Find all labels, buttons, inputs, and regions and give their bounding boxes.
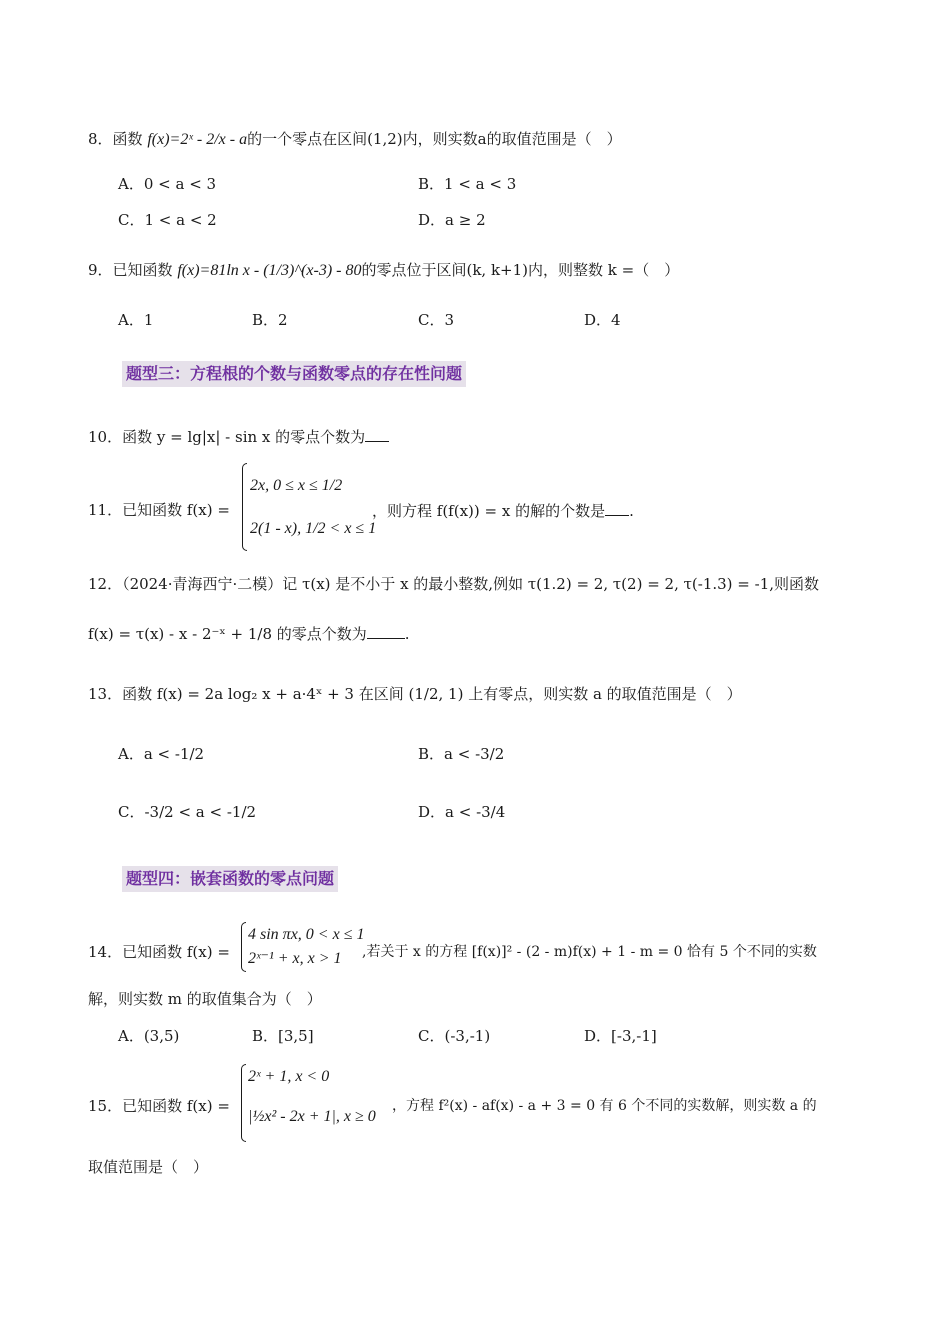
punctuation: . bbox=[629, 502, 634, 520]
question-text: 函数 y = lg|x| - sin x 的零点个数为 bbox=[122, 428, 366, 446]
question-14 bbox=[88, 941, 230, 963]
question-number: 9． bbox=[88, 261, 113, 279]
option-c: C．3 bbox=[418, 311, 455, 329]
punctuation: . bbox=[404, 625, 410, 643]
brace-icon bbox=[242, 463, 247, 551]
option-d: D．a < -3/4 bbox=[418, 803, 506, 821]
option-b: B．2 bbox=[252, 311, 288, 329]
question-15-line-2: 取值范围是（ ） bbox=[88, 1158, 209, 1176]
question-number: 10． bbox=[88, 428, 123, 446]
question-text: 已知函数 f(x) = bbox=[122, 1097, 230, 1115]
brace-icon bbox=[241, 922, 246, 972]
question-text: 函数 bbox=[112, 130, 143, 148]
piecewise-case-1: 2ˣ + 1, x < 0 bbox=[248, 1068, 330, 1085]
question-number: 14． bbox=[88, 943, 123, 961]
formula: f(x)=81ln x - (1/3)^(x-3) - 80 bbox=[177, 262, 362, 279]
answer-blank bbox=[367, 622, 405, 639]
question-text: ，则方程 f(f(x)) = x 的解的个数是 bbox=[372, 502, 606, 520]
question-8 bbox=[88, 128, 622, 151]
question-text: 的一个零点在区间(1,2)内，则实数a的取值范围是（ ） bbox=[247, 130, 622, 148]
option-a: A．1 bbox=[118, 311, 154, 329]
question-10 bbox=[88, 425, 389, 448]
question-text: 已知函数 bbox=[112, 261, 173, 279]
piecewise-case-2: |½x² - 2x + 1|, x ≥ 0 bbox=[248, 1108, 376, 1125]
question-number: 13． bbox=[88, 685, 123, 703]
question-12-line-2 bbox=[88, 622, 410, 645]
option-c: C．-3/2 < a < -1/2 bbox=[118, 803, 257, 821]
formula: f(x)=2ˣ - 2/x - a bbox=[147, 131, 248, 148]
option-c: C．1 < a < 2 bbox=[118, 211, 217, 229]
option-b: B．[3,5] bbox=[252, 1027, 314, 1045]
brace-icon bbox=[241, 1064, 246, 1142]
question-number: 11． bbox=[88, 501, 123, 519]
piecewise-case-2: 2(1 - x), 1/2 < x ≤ 1 bbox=[250, 520, 377, 537]
section-heading-4: 题型四：嵌套函数的零点问题 bbox=[122, 866, 338, 892]
question-text: 的零点位于区间(k, k+1)内，则整数 k =（ ） bbox=[361, 261, 680, 279]
answer-blank bbox=[365, 425, 389, 442]
piecewise-case-1: 2x, 0 ≤ x ≤ 1/2 bbox=[250, 477, 343, 494]
option-a: A．0 < a < 3 bbox=[118, 175, 217, 193]
question-text: 已知函数 f(x) = bbox=[122, 943, 230, 961]
option-d: D．4 bbox=[584, 311, 621, 329]
question-11-continuation bbox=[372, 499, 634, 522]
question-12 bbox=[88, 573, 819, 595]
option-c: C．(-3,-1) bbox=[418, 1027, 491, 1045]
option-d: D．a ≥ 2 bbox=[418, 211, 486, 229]
option-b: B．a < -3/2 bbox=[418, 745, 505, 763]
question-15 bbox=[88, 1095, 230, 1117]
question-text: 已知函数 f(x) = bbox=[122, 501, 230, 519]
answer-blank bbox=[605, 499, 629, 516]
question-text: （2024·青海西宁·二模）记 τ(x) 是不小于 x 的最小整数,例如 τ(1.2) = 2, τ(2) = 2, τ(-1.3) = -1,则函数 bbox=[122, 575, 820, 593]
option-a: A．(3,5) bbox=[118, 1027, 180, 1045]
question-14-continuation: ,若关于 x 的方程 [f(x)]² - (2 - m)f(x) + 1 - m = 0 恰有 5 个不同的实数 bbox=[362, 944, 817, 960]
option-a: A．a < -1/2 bbox=[118, 745, 205, 763]
question-text: f(x) = τ(x) - x - 2⁻ˣ + 1/8 的零点个数为 bbox=[88, 625, 367, 643]
question-11 bbox=[88, 499, 230, 521]
option-b: B．1 < a < 3 bbox=[418, 175, 517, 193]
option-d: D．[-3,-1] bbox=[584, 1027, 657, 1045]
question-9 bbox=[88, 259, 679, 282]
question-number: 8． bbox=[88, 130, 113, 148]
question-15-continuation: ，方程 f²(x) - af(x) - a + 3 = 0 有 6 个不同的实数解，则实数 a 的 bbox=[392, 1098, 817, 1114]
question-14-line-2: 解，则实数 m 的取值集合为（ ） bbox=[88, 990, 322, 1008]
question-text: 函数 f(x) = 2a log₂ x + a·4ˣ + 3 在区间 (1/2, 1) 上有零点，则实数 a 的取值范围是（ ） bbox=[122, 685, 742, 703]
question-number: 12． bbox=[88, 575, 123, 593]
question-13 bbox=[88, 683, 742, 705]
piecewise-case-1: 4 sin πx, 0 < x ≤ 1 bbox=[248, 926, 365, 943]
piecewise-case-2: 2ˣ⁻¹ + x, x > 1 bbox=[248, 950, 342, 967]
section-heading-3: 题型三：方程根的个数与函数零点的存在性问题 bbox=[122, 361, 466, 387]
question-number: 15． bbox=[88, 1097, 123, 1115]
